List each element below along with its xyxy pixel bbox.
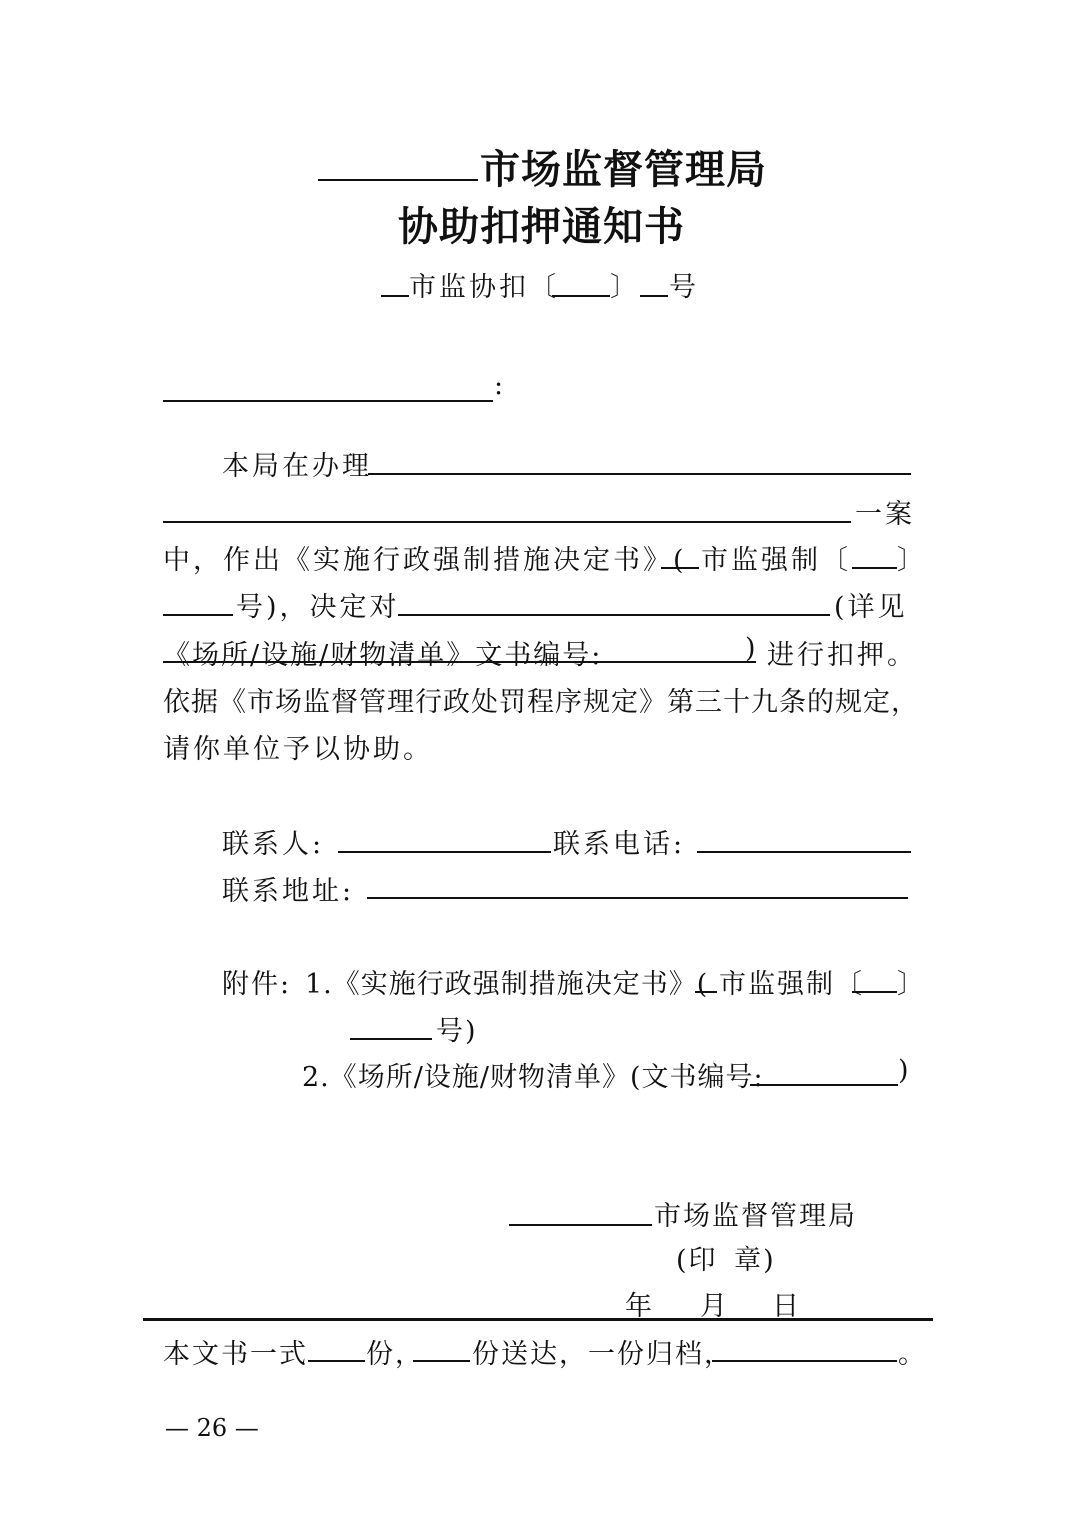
body-line3-mid: 市监强制〔 [701,545,851,576]
attachment-1-year-blank[interactable] [852,991,897,993]
signature-agency: 市场监督管理局 [654,1201,857,1232]
list-doc-number-blank[interactable] [163,661,756,663]
body-line4-a: 号)，决定对 [236,592,400,623]
agency-name-blank[interactable] [318,179,478,181]
body-line4-b: (详见 [834,592,908,623]
body-line3-close: 〕 [897,545,927,576]
body-line5-c: 进行扣押。 [767,640,917,671]
attachment-1-seq-blank[interactable] [350,1038,432,1040]
date-day: 日 [772,1291,801,1322]
contact-address-label: 联系地址: [222,876,355,907]
body-line3-text: 中，作出《实施行政强制措施决定书》( [163,545,687,576]
attachment-1-close: 〕 [897,969,926,1000]
body-line7: 请你单位予以协助。 [163,734,433,765]
date-month: 月 [700,1291,729,1322]
doc-number-close: 〕 [610,272,640,303]
decision-seq-blank[interactable] [163,614,233,616]
attachment-2-number-blank[interactable] [750,1084,898,1086]
attachment-2-title: 2.《场所/设施/财物清单》(文书编号: [302,1062,764,1093]
target-items-blank[interactable] [398,614,830,616]
doc-number-seq-blank[interactable] [640,295,668,297]
doc-title: 协助扣押通知书 [398,203,685,250]
contact-phone-label: 联系电话: [553,829,686,860]
footer-copies-b: 份， [366,1339,424,1370]
footer-copies-end: 。 [898,1339,927,1370]
doc-number-year-blank[interactable] [552,295,610,297]
attachment-1-tail: 号) [436,1016,478,1047]
seal-placeholder: (印 章) [676,1245,776,1276]
page-number: — 26 — [165,1414,259,1442]
decision-year-blank[interactable] [852,567,897,569]
copies-total-blank[interactable] [308,1360,365,1362]
footer-copies-a: 本文书一式 [163,1339,308,1370]
case-name-blank-2[interactable] [163,521,851,523]
decision-prefix-blank[interactable] [661,567,699,569]
doc-number-tail: 号 [669,272,699,303]
body-line5-b: ) [745,633,758,664]
contact-person-field[interactable] [338,851,551,853]
attachment-2-close: ) [898,1055,911,1086]
agency-suffix: 市场监督管理局 [480,146,767,193]
body-line6: 依据《市场监督管理行政处罚程序规定》第三十九条的规定， [163,687,919,718]
body-line5-a: 《场所/设施/财物清单》文书编号: [163,640,603,671]
contact-address-field[interactable] [367,897,908,899]
addressee-blank[interactable] [163,400,493,402]
copies-delivered-blank[interactable] [413,1360,470,1362]
date-year: 年 [625,1291,654,1322]
doc-number-middle: 市监协扣〔 [409,272,559,303]
doc-number-prefix-blank[interactable] [381,295,409,297]
signature-agency-blank[interactable] [509,1224,652,1226]
contact-phone-field[interactable] [697,851,911,853]
attachment-1-prefix-blank[interactable] [695,991,717,993]
case-name-blank-1[interactable] [368,473,911,475]
addressee-colon: : [494,370,507,401]
attachment-1-mid: 市监强制〔 [719,969,864,1000]
body-line2-suffix: 一案 [855,499,915,530]
footer-copies-c: 份送达，一份归档， [472,1339,733,1370]
body-line1-prefix: 本局在办理 [222,451,372,482]
copies-other-blank[interactable] [712,1360,897,1362]
contact-person-label: 联系人: [222,829,325,860]
footer-separator [143,1318,933,1321]
attachment-1-title: 1.《实施行政强制措施决定书》( [305,969,709,1000]
attachments-label: 附件: [222,969,292,1000]
